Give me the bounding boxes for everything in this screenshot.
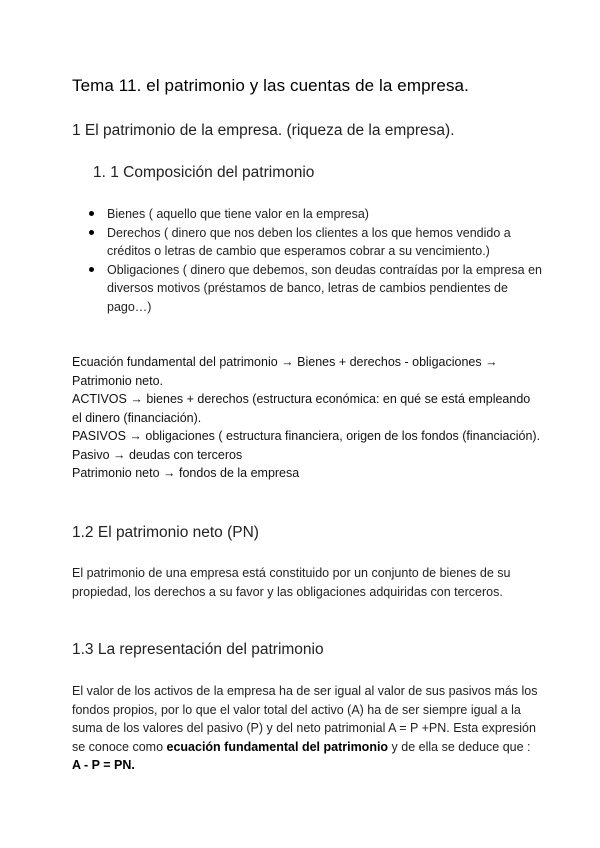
bold-equation: A - P = PN. [72,758,135,772]
note-line: Ecuación fundamental del patrimonio → Bienes + derechos - obligaciones → Patrimonio neto. [72,355,498,388]
paragraph-text: y de ella se deduce que : [388,739,531,754]
bullet-dot-icon [89,211,94,216]
note-line: PASIVOS → obligaciones ( estructura financiera, origen de los fondos (financiación). [72,429,541,443]
section-1-2-heading: 1.2 El patrimonio neto (PN) [72,524,259,541]
section-1-2-paragraph: El patrimonio de una empresa está constituido por un conjunto de bienes de su propiedad, los derechos a su favor y las obligaciones adquiridas con terceros. [72,566,511,599]
equation-notes [72,353,542,483]
bold-term: ecuación fundamental del patrimonio [166,739,389,754]
composition-bullet-list [86,205,546,316]
list-item [86,261,546,317]
list-item-text: Derechos ( dinero que nos deben los clientes a los que hemos vendido a créditos o letras de cambio que esperamos cobrar a su vencimiento.) [107,225,511,258]
note-line: Patrimonio neto → fondos de la empresa [72,466,300,480]
list-item [86,205,546,224]
section-1-1-heading: 1. 1 Composición del patrimonio [93,164,315,181]
note-line: ACTIVOS → bienes + derechos (estructura económica: en qué se está empleando el dinero (financiación). [72,392,531,425]
list-item-text: Obligaciones ( dinero que debemos, son deudas contraídas por la empresa en diversos motivos (préstamos de banco, letras de cambios pendientes de pago…) [107,262,542,314]
paragraph-text: El valor de los activos de la empresa ha de ser igual al valor de sus pasivos más los fondos propios, por lo que el valor total del activo (A) ha de ser siempre igual a la suma de los valores del pasivo (P) y del neto patrimonial A = P +PN. Esta expresión se conoce como [72,684,538,754]
section-1-heading: 1 El patrimonio de la empresa. (riqueza de la empresa). [72,122,455,139]
list-item [86,224,546,261]
section-1-3-heading: 1.3 La representación del patrimonio [72,641,324,658]
bullet-dot-icon [89,230,94,235]
list-item-text: Bienes ( aquello que tiene valor en la empresa) [107,207,369,221]
section-1-3-paragraph [72,682,542,775]
document-title: Tema 11. el patrimonio y las cuentas de la empresa. [72,76,469,95]
bullet-dot-icon [89,267,94,272]
note-line: Pasivo → deudas con terceros [72,447,243,462]
